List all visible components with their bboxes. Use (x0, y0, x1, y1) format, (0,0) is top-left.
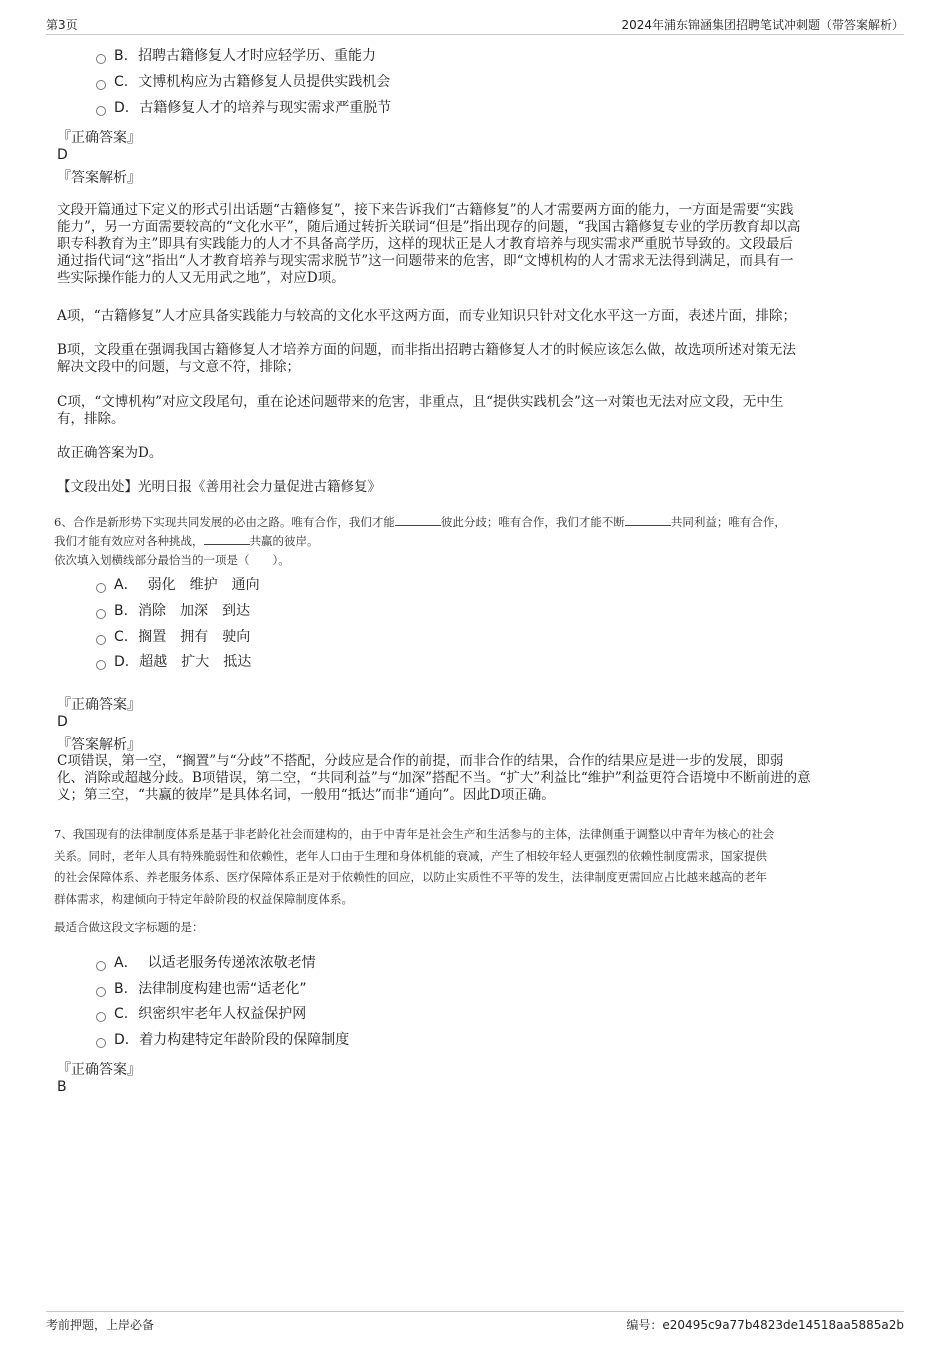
q6-option-b[interactable]: B. 消除 加深 到达 (96, 601, 250, 621)
q6-option-c[interactable]: C. 搁置 拥有 驶向 (96, 627, 250, 647)
q6-stem: 6、合作是新形势下实现共同发展的必由之路。唯有合作，我们才能 彼此分歧；唯有合作，我们才能不断 共同利益；唯有合作， 我们才能有效应对各种挑战， 共赢的彼岸。 依次填入划横线部分最恰当的一项是（ ）。 (54, 515, 786, 567)
radio-icon[interactable] (96, 106, 106, 116)
q7-option-b[interactable]: B. 法律制度构建也需“适老化” (96, 979, 307, 999)
radio-icon[interactable] (96, 583, 106, 593)
q7-option-a[interactable]: A． 以适老服务传递浓浓敬老情 (96, 953, 316, 973)
page-footer (46, 1311, 904, 1336)
q6-option-d[interactable]: D. 超越 扩大 抵达 (96, 652, 251, 672)
page-number: 第3页 (46, 18, 78, 32)
fill-blank (625, 513, 671, 526)
q7-option-d[interactable]: D. 着力构建特定年龄阶段的保障制度 (96, 1030, 349, 1050)
q5-option-c[interactable]: C. 文博机构应为古籍修复人员提供实践机会 (96, 72, 390, 92)
q5-answer-label: 『正确答案』 (57, 130, 141, 146)
document-title: 2024年浦东锦涵集团招聘笔试冲刺题（带答案解析） (621, 18, 904, 32)
footer-slogan: 考前押题，上岸必备 (46, 1318, 155, 1332)
radio-icon[interactable] (96, 961, 106, 971)
radio-icon[interactable] (96, 987, 106, 997)
q6-analysis-label: 『答案解析』 (57, 737, 141, 753)
radio-icon[interactable] (96, 660, 106, 670)
q5-analysis-paragraph-3: B项，文段重在强调我国古籍修复人才培养方面的问题，而非指出招聘古籍修复人才的时候应该怎么做，故选项所述对策无法 解决文段中的问题，与文意不符，排除； (57, 342, 796, 375)
radio-icon[interactable] (96, 1038, 106, 1048)
q7-question: 最适合做这段文字标题的是： (54, 920, 204, 934)
q5-analysis-paragraph-4: C项，“文博机构”对应文段尾句，重在论述问题带来的危害，非重点，且“提供实践机会”这一对策也无法对应文段，无中生 有，排除。 (57, 394, 784, 427)
q6-answer-label: 『正确答案』 (57, 697, 141, 713)
fill-blank (395, 513, 441, 526)
radio-icon[interactable] (96, 54, 106, 64)
q7-answer-label: 『正确答案』 (57, 1062, 141, 1078)
q7-stem: 7、我国现有的法律制度体系是基于非老龄化社会而建构的，由于中青年是社会生产和生活参与的主体，法律侧重于调整以中青年为核心的社会 关系。同时，老年人具有特殊脆弱性和依赖性，老年人口由于生理和身体机能的衰减，产生了相较年轻人更强烈的依赖性制度需求，国家提供 的社会保障体系、养老服务体系、医疗保障体系正是对于依赖性的回应，以防止实质性不平等的发生，法律制度更需回应占比越来越高的老年 群体需求，构建倾向于特定年龄阶段的权益保障制度体系。 (54, 827, 775, 906)
radio-icon[interactable] (96, 635, 106, 645)
q5-option-d[interactable]: D. 古籍修复人才的培养与现实需求严重脱节 (96, 98, 391, 118)
q5-source: 【文段出处】光明日报《善用社会力量促进古籍修复》 (57, 479, 381, 495)
q5-conclusion: 故正确答案为D。 (57, 445, 163, 461)
q5-analysis-paragraph-2: A项，“古籍修复”人才应具备实践能力与较高的文化水平这两方面，而专业知识只针对文化水平这一方面，表述片面，排除； (57, 308, 797, 324)
page-header (46, 14, 904, 35)
radio-icon[interactable] (96, 80, 106, 90)
radio-icon[interactable] (96, 1012, 106, 1022)
q5-option-b[interactable]: B. 招聘古籍修复人才时应轻学历、重能力 (96, 46, 376, 66)
q5-answer: D (57, 147, 68, 163)
q6-option-a[interactable]: A． 弱化 维护 通向 (96, 575, 260, 595)
q7-answer: B (57, 1079, 67, 1095)
q5-analysis-label: 『答案解析』 (57, 170, 141, 186)
radio-icon[interactable] (96, 609, 106, 619)
q6-answer: D (57, 714, 68, 730)
fill-blank (204, 532, 250, 545)
q5-analysis-paragraph-1: 文段开篇通过下定义的形式引出话题“古籍修复”，接下来告诉我们“古籍修复”的人才需要两方面的能力，一方面是需要“实践 能力”，另一方面需要较高的“文化水平”，随后通过转折关联词“但是”指出现存的问题，“我国古籍修复专业的学历教育却以高 职专科教育为主”即具有实践能力的人才不具备高学历，这样的现状正是人才教育培养与现实需求严重脱节导致的。文段最后 通过指代词“这”指出“人才教育培养与现实需求脱节”这一问题带来的危害，即“文博机构的人才需求无法得到满足，而具有一 些实际操作能力的人又无用武之地”，对应D项。 (57, 202, 801, 286)
q7-option-c[interactable]: C. 织密织牢老年人权益保护网 (96, 1004, 306, 1024)
document-id: 编号：e20495c9a77b4823de14518aa5885a2b (626, 1318, 904, 1332)
q6-analysis: C项错误，第一空，“搁置”与“分歧”不搭配，分歧应是合作的前提，而非合作的结果，合作的结果应是进一步的发展，即弱 化、消除或超越分歧。B项错误，第二空，“共同利益”与“加深”搭配不当。“扩大”利益比“维护”利益更符合语境中不断前进的意 义；第三空，“共赢的彼岸”是具体名词，一般用“抵达”而非“通向”。因此D项正确。 (57, 753, 811, 803)
